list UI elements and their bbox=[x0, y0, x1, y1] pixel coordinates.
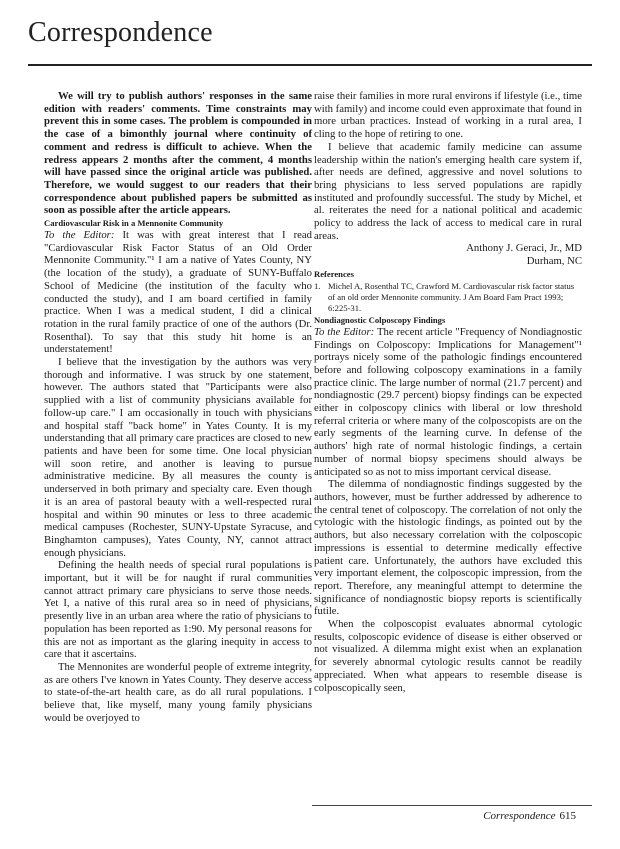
letter2-salutation: To the Editor: bbox=[314, 325, 375, 338]
reference-text: Michel A, Rosenthal TC, Crawford M. Cardiovascular risk factor status of an old order Mennonite community. J Am Board Fam Pract 1993; 6:225-31. bbox=[328, 280, 575, 313]
page-title: Correspondence bbox=[28, 17, 213, 48]
editor-notice: We will try to publish authors' responses in the same edition with readers' comments. Time constraints may prevent this in some cases. The problem is compounded in the case of a bimonthly journal where continuity of comment and redress is difficult to achieve. When the redress appears 2 months after the comment, 4 months will have passed since the original article was published. Therefore, we would suggest to our readers that their correspondence about published papers be submitted as soon as possible after the article appears. bbox=[44, 90, 312, 217]
reference-item bbox=[314, 281, 582, 314]
letter2-heading: Nondiagnostic Colposcopy Findings bbox=[314, 314, 446, 325]
letter1-signature-name: Anthony J. Geraci, Jr., MD bbox=[466, 242, 582, 255]
title-rule bbox=[28, 64, 592, 66]
letter1-para-1-text: It was with great interest that I read "Cardiovascular Risk Factor Status of an Old Order Mennonite Community."¹ I am a native of Yates County, NY (the location of the study), a graduate of SUNY-Buffalo School of Medicine (the institution of the faculty who conducted the study), and I am board certified in family practice. When I was a medical student, I did a clinical rotation in the rural family practice of one of the authors (Dr. Rosenthal). To say that this study hit home is an understatement! bbox=[44, 229, 312, 356]
letter2-para-2: The dilemma of nondiagnostic findings suggested by the authors, however, must be further addressed by adherence to the central tenet of colposcopy. The correlation of not only the cytologic with the histologic findings, as pointed out by the authors, but also necessary correlation with the colposcopic impressions is essential to determine medically effective patient care. Unfortunately, the authors have excluded this very important element, the colposcopic impression, from the report. Therefore, any meaningful attempt to determine the significance of nondiagnostic biopsy reports is scientifically futile. bbox=[314, 478, 582, 618]
reference-number: 1. bbox=[314, 280, 321, 291]
letter1-signature-place: Durham, NC bbox=[526, 255, 582, 268]
letter1-heading: Cardiovascular Risk in a Mennonite Community bbox=[44, 218, 224, 229]
footer-label: Correspondence bbox=[483, 810, 556, 822]
footer-rule bbox=[312, 805, 592, 806]
page-footer bbox=[483, 810, 576, 822]
letter1-para-1 bbox=[44, 229, 312, 356]
letter1-para-5: raise their families in more rural environs if lifestyle (i.e., time with family) and income could even approximate that found in more urban practices. Instead of working in a rural area, I cling to the hope of retiring to one. bbox=[314, 90, 583, 141]
page-number: 615 bbox=[559, 810, 576, 822]
letter1-para-6: I believe that academic family medicine can assume leadership within the nation's emerging health care system if, after needs are defined, aggressive and novel solutions to bring physicians to less served populations are rapidly instituted and profoundly successful. The study by Michel, et al. reiterates the need for a national political and academic policy to address the lack of access to medical care in rural areas. bbox=[314, 140, 582, 242]
right-column bbox=[314, 90, 582, 694]
letter1-salutation: To the Editor: bbox=[44, 229, 115, 242]
letter2-para-1 bbox=[314, 326, 582, 478]
letter1-para-3: Defining the health needs of special rural populations is important, but it will be for naught if rural communities cannot attract primary care physicians to serve those needs. Yet I, a native of this rural area so in need of physicians, presently live in an urban area where the ratio of physicians to population has been reported as 1:90. My personal reasons for this are not as important as the glaring inequity in access to care that it ascertains. bbox=[44, 559, 312, 661]
letter2-para-3: When the colposcopist evaluates abnormal cytologic results, colposcopic evidence of disease is either observed or not visualized. A dilemma might exist when an explanation for severely abnormal cytologic results cannot be readily appreciated. When what appears to resemble disease is colposcopically seen, bbox=[314, 618, 582, 694]
references-heading: References bbox=[314, 268, 354, 279]
left-column bbox=[44, 90, 312, 724]
letter1-para-2: I believe that the investigation by the authors was very thorough and informative. I was struck by one statement, however. The authors stated that "Participants were also supplied with a list of community physicians available for follow-up care." I am occasionally in touch with physicians and hospital staff "back home" in Yates County. It is my understanding that all primary care practices are closed to new patients and have been for some time. One local physician will soon retire, and another is leaving to pursue administrative medicine. By all measures the county is underserved in both primary and specialty care. Even though it is an area of pastoral beauty with a well-respected rural hospital and within 90 minutes or less to three academic medical campuses (Rochester, SUNY-Upstate Syracuse, and Binghamton campuses), Yates County, NY, cannot attract enough physicians. bbox=[44, 356, 312, 559]
letter1-para-4: The Mennonites are wonderful people of extreme integrity, as are others I've known in Yates County. They deserve access to state-of-the-art health care, as do all rural populations. I believe that, like myself, many young family physicians would be overjoyed to bbox=[44, 660, 312, 724]
letter2-para-1-text: The recent article "Frequency of Nondiagnostic Findings on Colposcopy: Implications for Management"¹ portrays nicely some of the pathologic findings encountered before and following colposcopy examinations in a family practice clinic. The large number of normal (21.7 percent) and nondiagnostic (29.7 percent) biopsy findings can be expected either in colposcopy clinics with liberal or low threshold referral criteria or where many of the colposcopists are on the early segments of the learning curve. In defense of the authors' high rate of normal histologic findings, a certain number of normal biopsy specimens should always be anticipated so as not to miss important cervical disease. bbox=[314, 325, 582, 478]
